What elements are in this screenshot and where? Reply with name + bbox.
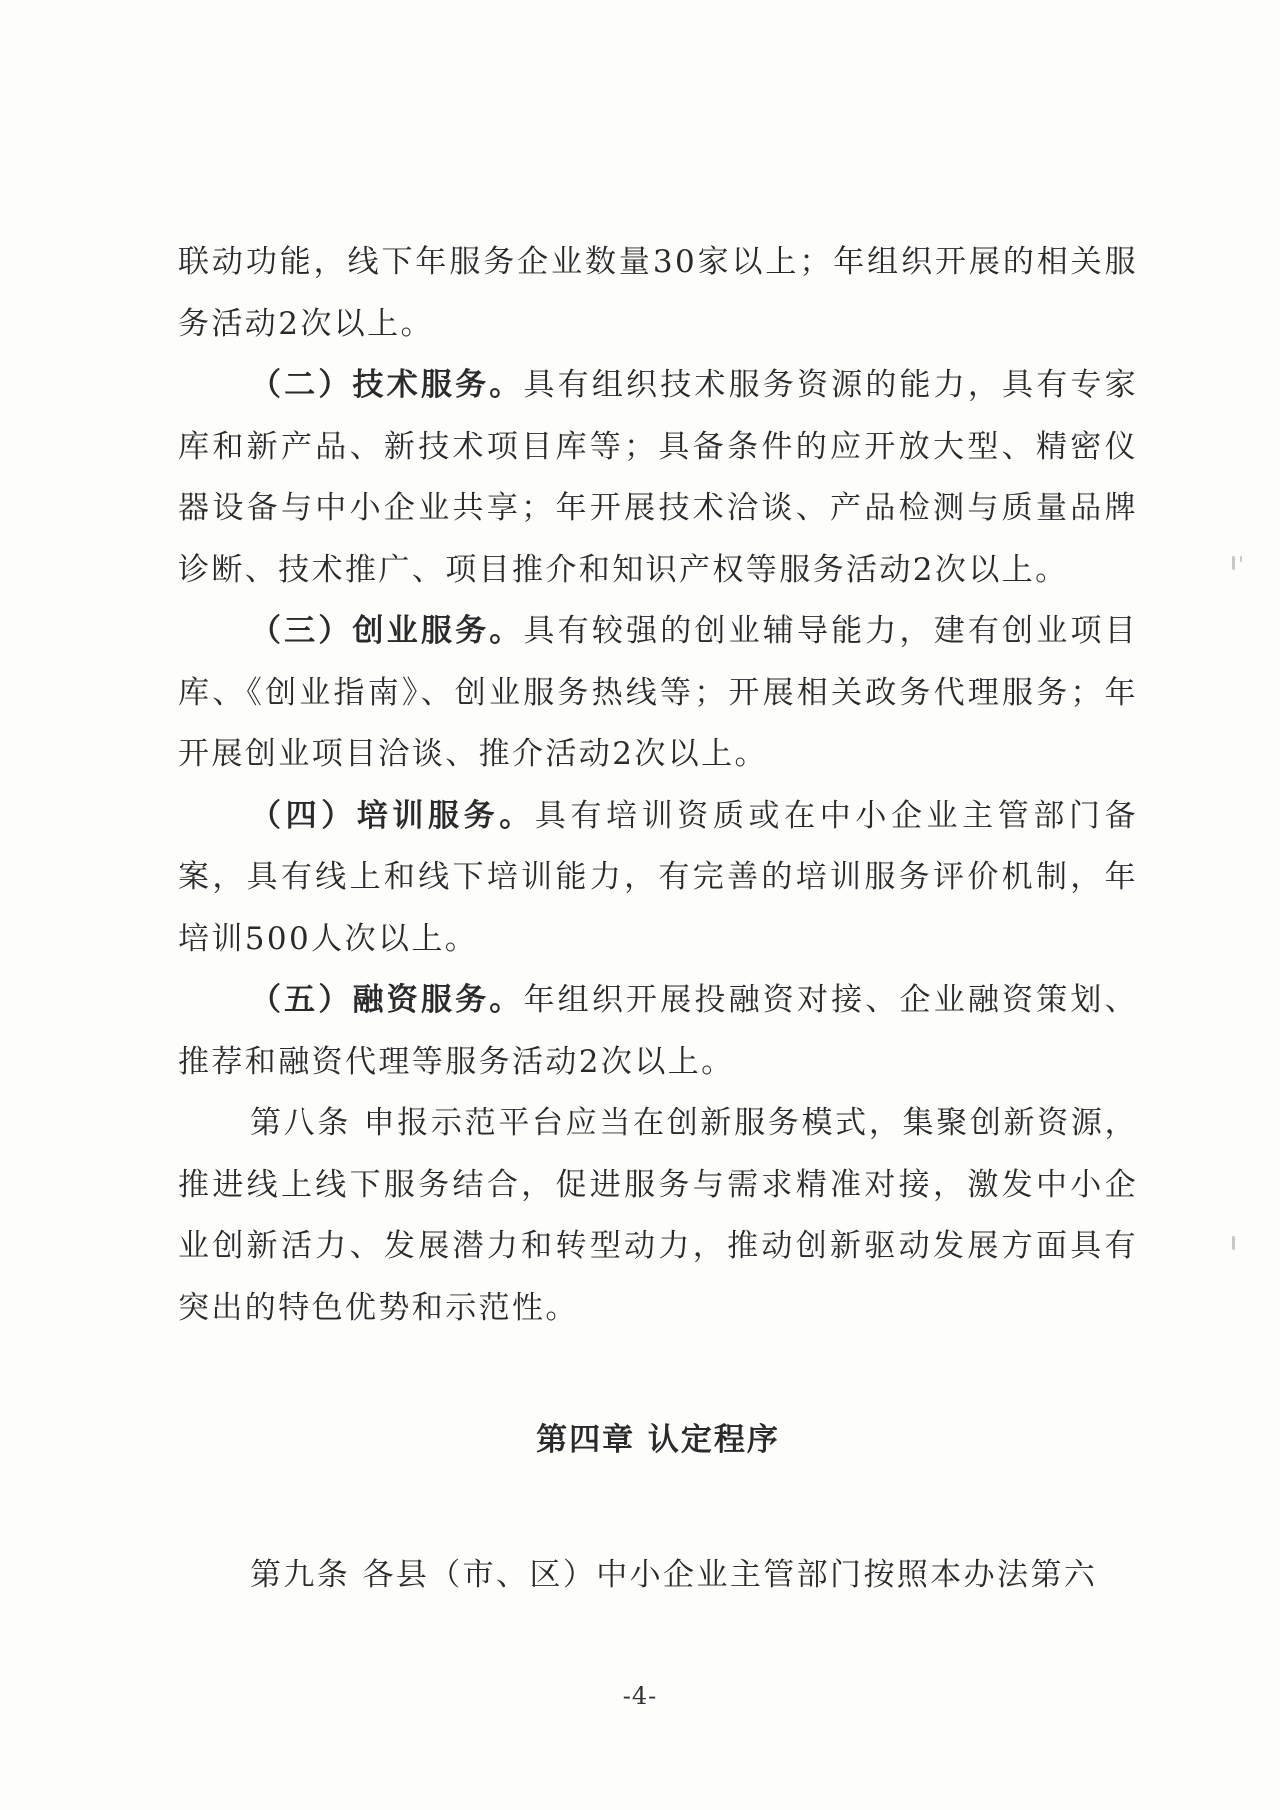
paragraph-text: 具有较强的创业辅导能力，建有创业项目库、《创业指南》、创业服务热线等；开展相关政务代理服务；年开展创业项目洽谈、推介活动2次以上。: [178, 613, 1139, 772]
paragraph-text: 年组织开展投融资对接、企业融资策划、推荐和融资代理等服务活动2次以上。: [178, 982, 1139, 1080]
paragraph-technical-services: [178, 355, 1138, 601]
paragraph-text: 具有培训资质或在中小企业主管部门备案，具有线上和线下培训能力，有完善的培训服务评价机制，年培训500人次以上。: [178, 797, 1138, 957]
paragraph-article-nine: [178, 1545, 1138, 1607]
paragraph-financing-services: [178, 970, 1138, 1093]
paragraph-article-eight: [178, 1093, 1138, 1339]
chapter-heading: 第四章 认定程序: [536, 1422, 780, 1458]
paragraph-text: 联动功能，线下年服务企业数量30家以上；年组织开展的相关服务活动2次以上。: [178, 244, 1138, 342]
paragraph-text: 第八条 申报示范平台应当在创新服务模式，集聚创新资源，推进线上线下服务结合，促进服务与需求精准对接，激发中小企业创新活力、发展潜力和转型动力，推动创新驱动发展方面具有突出的特色优势和示范性。: [178, 1105, 1138, 1326]
paragraph-lead-heading: （五）融资服务。: [250, 982, 524, 1018]
paragraph-lead-heading: （二）技术服务。: [250, 367, 524, 403]
scan-speck: [1240, 556, 1242, 562]
paragraph-text: 具有组织技术服务资源的能力，具有专家库和新产品、新技术项目库等；具备条件的应开放大型、精密仪器设备与中小企业共享；年开展技术洽谈、产品检测与质量品牌诊断、技术推广、项目推介和知识产权等服务活动2次以上。: [178, 367, 1139, 588]
paragraph-lead-heading: （四）培训服务。: [250, 797, 535, 834]
paragraph-text: 第九条 各县（市、区）中小企业主管部门按照本办法第六: [250, 1557, 1098, 1593]
page-number: -4-: [622, 1682, 658, 1710]
document-body: [178, 232, 1138, 1607]
scan-speck: [1232, 1236, 1235, 1250]
paragraph-startup-services: [178, 601, 1138, 786]
paragraph-lead-heading: （三）创业服务。: [250, 613, 524, 649]
paragraph-training-services: [178, 786, 1138, 971]
scan-speck: [1232, 556, 1235, 570]
paragraph-continuation: [178, 232, 1138, 355]
